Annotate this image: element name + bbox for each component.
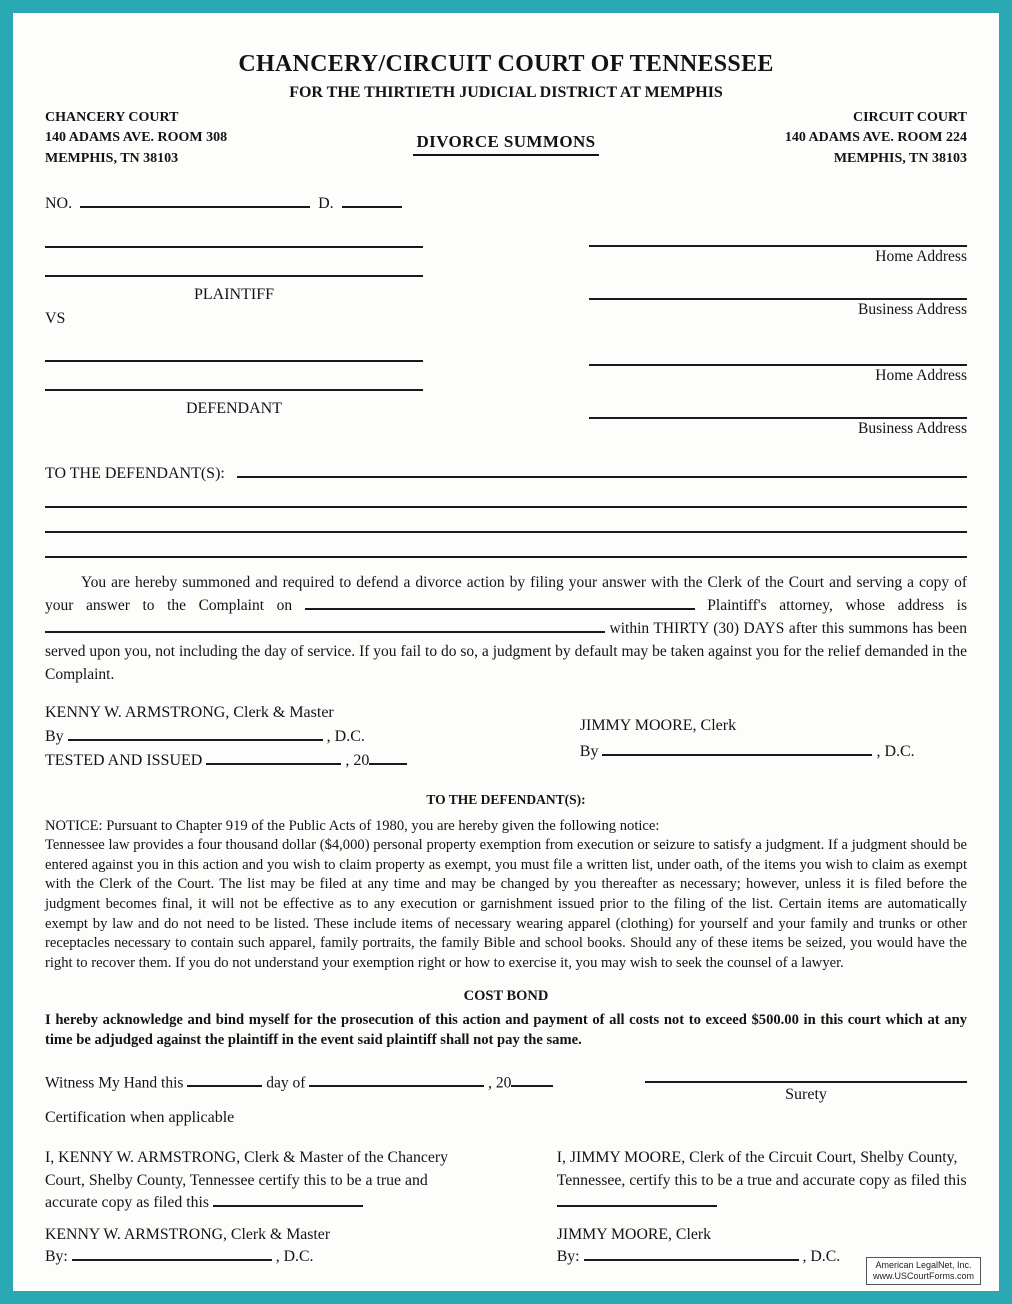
plaintiff-home-address-line[interactable] (589, 218, 967, 247)
witness-text-3: , 20 (488, 1074, 512, 1092)
plaintiff-name-line-2[interactable] (45, 248, 423, 277)
publisher-website: www.USCourtForms.com (872, 1270, 974, 1281)
notice-paragraph (45, 817, 967, 974)
surety-label: Surety (785, 1086, 827, 1104)
defendant-info-line-1[interactable] (45, 483, 967, 508)
summons-text-4: THIRTY (30) DAYS after this summons has been served upon you, not including the day of service. If you fail to do so, a judgment by default may be taken against you for the relief demanded in the Complaint. (45, 619, 967, 683)
witness-text-1: Witness My Hand this (45, 1074, 184, 1092)
district-subtitle: FOR THE THIRTIETH JUDICIAL DISTRICT AT MEMPHIS (289, 84, 723, 101)
document-header (45, 51, 967, 169)
dc-suffix-circuit: , D.C. (876, 742, 915, 760)
witness-year-blank[interactable] (511, 1073, 553, 1087)
chancery-deputy-signature-blank[interactable] (68, 726, 323, 741)
plaintiff-label: PLAINTIFF (194, 285, 275, 303)
defendant-name-line-1[interactable] (45, 333, 423, 362)
tested-year-blank[interactable] (369, 750, 407, 765)
tested-issued-label: TESTED AND ISSUED (45, 751, 203, 769)
chancery-clerk-name: KENNY W. ARMSTRONG, Clerk & Master (45, 703, 334, 721)
circuit-clerk-name-2: JIMMY MOORE, Clerk (556, 1225, 712, 1243)
summons-text-2: Plaintiff's attorney, whose address is (707, 596, 968, 614)
witness-row (45, 1069, 967, 1104)
defendant-name-line-2[interactable] (45, 362, 423, 391)
chancery-court-name: CHANCERY COURT (45, 110, 179, 125)
witness-statement (45, 1069, 553, 1092)
defendant-info-line-3[interactable] (45, 533, 967, 558)
publisher-stamp (866, 1257, 981, 1286)
case-caption (45, 193, 967, 443)
chancery-clerk-block (45, 701, 524, 773)
circuit-certification-text: I, JIMMY MOORE, Clerk of the Circuit Court, Shelby County, Tennessee, certify this to be a true and accurate copy as filed this (556, 1149, 967, 1189)
witness-month-blank[interactable] (309, 1073, 484, 1087)
summons-paragraph (45, 571, 967, 686)
chancery-filed-date-blank[interactable] (213, 1192, 363, 1207)
home-address-label-1: Home Address (875, 247, 967, 265)
plaintiff-name-line-1[interactable] (45, 219, 423, 248)
cost-bond-heading: COST BOND (463, 988, 549, 1005)
summons-text-1: You are hereby summoned and required to defend a divorce action by filing your answer with the Clerk of the Court and serving a copy of your answer to the Complaint on (45, 573, 967, 614)
defendant-names-blank[interactable] (237, 463, 967, 478)
circuit-court-city: MEMPHIS, TN 38103 (833, 150, 967, 166)
court-title: CHANCERY/CIRCUIT COURT OF TENNESSEE (238, 51, 774, 77)
publisher-name: American LegalNet, Inc. (875, 1259, 972, 1270)
answer-date-blank[interactable] (305, 595, 695, 609)
circuit-deputy-signature-blank[interactable] (602, 741, 872, 756)
defendant-business-address-line[interactable] (589, 390, 967, 419)
circuit-court-name: CIRCUIT COURT (852, 110, 967, 125)
chancery-court-address (45, 108, 285, 169)
circuit-court-address (727, 108, 967, 169)
defendant-info-line-2[interactable] (45, 508, 967, 533)
attorney-address-blank[interactable] (45, 618, 605, 632)
surety-signature-line[interactable] (645, 1069, 967, 1083)
certification-section (45, 1147, 967, 1269)
business-address-label-2: Business Address (858, 419, 967, 437)
notice-body: Tennessee law provides a four thousand dollar ($4,000) personal property exemption from execution or seizure to satisfy a judgment. If a judgment should be entered against you in this action and you wish to claim property as exempt, you must file a written list, under oath, of the items you wish to claim as exempt with the Clerk of the Court. The list may be filed at any time and may be changed by you thereafter as necessary; however, unless it is filed before the judgment becomes final, it will not be effective as to any execution or garnishment issued prior to the filing of the list. Certain items are automatically exempt by law and do not need to be listed. These include items of necessary wearing apparel (clothing) for yourself and your family and trunks or other receptacles necessary to contain such apparel, family portraits, the family Bible and school books. Should any of these items be seized, you would have the right to recover them. If you do not understand your exemption right or how to exercise it, you may wish to seek the counsel of a lawyer. (45, 837, 967, 971)
party-addresses-column (589, 218, 967, 443)
circuit-by-label: By: (556, 1248, 580, 1266)
by-label-chancery: By (45, 727, 64, 745)
plaintiff-business-address-line[interactable] (589, 271, 967, 300)
to-defendants-label: TO THE DEFENDANT(S): (45, 464, 225, 482)
by-label-circuit: By (579, 742, 599, 760)
circuit-court-street: 140 ADAMS AVE. ROOM 224 (784, 130, 967, 146)
circuit-clerk-name: JIMMY MOORE, Clerk (579, 716, 737, 734)
circuit-certification (557, 1147, 967, 1269)
defendant-home-address-line[interactable] (589, 337, 967, 366)
cost-bond-paragraph: I hereby acknowledge and bind myself for the prosecution of this action and payment of all costs not to exceed $500.00 in this court which at any time be adjudged against the plaintiff in the event said plaintiff shall not pay the same. (45, 1012, 967, 1049)
notice-intro: NOTICE: Pursuant to Chapter 919 of the Public Acts of 1980, you are hereby given the following notice: (45, 817, 660, 834)
chancery-dc-suffix: , D.C. (275, 1248, 314, 1266)
tested-date-blank[interactable] (206, 750, 341, 765)
summons-text-3: within (609, 619, 650, 637)
party-names-column (45, 193, 423, 443)
form-title: DIVORCE SUMMONS (413, 132, 600, 156)
witness-day-blank[interactable] (187, 1073, 262, 1087)
business-address-label-1: Business Address (858, 300, 967, 318)
home-address-label-2: Home Address (875, 366, 967, 384)
chancery-clerk-name-2: KENNY W. ARMSTRONG, Clerk & Master (45, 1225, 331, 1243)
circuit-by-signature-blank[interactable] (584, 1246, 799, 1261)
vs-label: VS (45, 309, 66, 327)
chancery-by-label: By: (45, 1248, 68, 1266)
circuit-clerk-block (580, 713, 967, 773)
case-number-blank[interactable] (80, 193, 310, 208)
chancery-certification-text: I, KENNY W. ARMSTRONG, Clerk & Master of the Chancery Court, Shelby County, Tennessee certify this to be a true and accurate copy as filed this (45, 1149, 449, 1212)
chancery-court-city: MEMPHIS, TN 38103 (45, 150, 179, 166)
chancery-certification (45, 1147, 455, 1269)
tested-year-prefix: , 20 (345, 751, 370, 769)
defendant-label: DEFENDANT (186, 399, 282, 417)
circuit-dc-suffix: , D.C. (802, 1248, 841, 1266)
to-defendants-row (45, 463, 967, 483)
division-label: D. (318, 194, 334, 212)
court-address-row (45, 108, 967, 169)
dc-suffix-chancery: , D.C. (326, 727, 365, 745)
case-number-label: NO. (45, 194, 73, 212)
clerk-signature-block (45, 701, 967, 773)
circuit-filed-date-blank[interactable] (557, 1192, 717, 1207)
surety-block (645, 1069, 967, 1104)
certification-note: Certification when applicable (45, 1109, 235, 1127)
chancery-court-street: 140 ADAMS AVE. ROOM 308 (45, 130, 228, 146)
witness-text-2: day of (266, 1074, 306, 1092)
notice-heading: TO THE DEFENDANT(S): (426, 791, 586, 807)
division-blank[interactable] (342, 193, 402, 208)
chancery-by-signature-blank[interactable] (72, 1246, 272, 1261)
